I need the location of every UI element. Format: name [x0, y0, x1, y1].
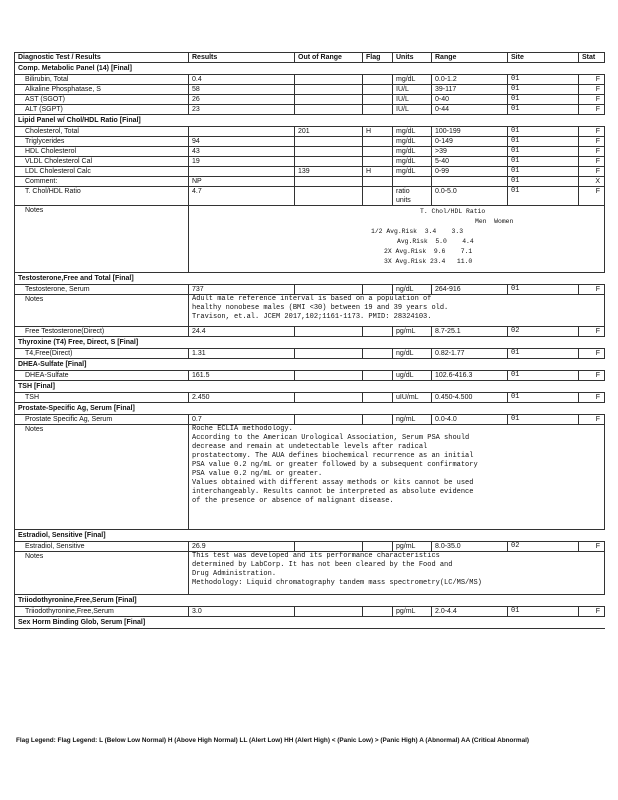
test-name: Alkaline Phosphatase, S [15, 85, 189, 95]
flag-value [363, 371, 393, 381]
range-value: 8.0-35.0 [432, 542, 508, 552]
flag-value [363, 147, 393, 157]
note-line: Drug Administration. [192, 570, 277, 578]
header-out-of-range: Out of Range [295, 53, 363, 63]
section-row [15, 273, 605, 285]
note-line: Values obtained with different assay methods or kits cannot be used [192, 479, 474, 487]
flag-legend: Flag Legend: Flag Legend: L (Below Low Normal) H (Above High Normal) LL (Alert Low) HH (Alert High) < (Panic Low) > (Panic High) A (Abnormal) AA (Critical Abnormal) [16, 737, 530, 744]
table-row [15, 157, 605, 167]
status-value: F [579, 371, 605, 381]
out-of-range-value [295, 177, 363, 187]
result-value: 26 [189, 95, 295, 105]
note-line: prostatectomy. The AUA defines biochemical recurrence as an initial [192, 452, 474, 460]
range-value: 0.0-5.0 [432, 187, 508, 206]
result-value: 161.5 [189, 371, 295, 381]
range-value: 0.82-1.77 [432, 349, 508, 359]
units-value: IU/L [393, 105, 432, 115]
notes-row [15, 425, 605, 530]
note-line: Roche ECLIA methodology. [192, 425, 293, 433]
section-title-shbg: Sex Horm Binding Glob, Serum [Final] [15, 617, 605, 629]
range-value: 0.0-4.0 [432, 415, 508, 425]
table-row [15, 177, 605, 187]
range-value: 102.6-416.3 [432, 371, 508, 381]
site-value: 01 [508, 137, 579, 147]
test-name: DHEA-Sulfate [15, 371, 189, 381]
result-value: 23 [189, 105, 295, 115]
units-value: ng/mL [393, 415, 432, 425]
note-line: Methodology: Liquid chromatography tandem mass spectrometry(LC/MS/MS) [192, 579, 482, 587]
note-line: Adult male reference interval is based on a population of [192, 295, 432, 303]
range-value: 100-199 [432, 127, 508, 137]
table-row [15, 349, 605, 359]
note-line: According to the American Urological Association, Serum PSA should [192, 434, 470, 442]
site-value: 01 [508, 167, 579, 177]
notes-label: Notes [15, 425, 189, 530]
header-flag: Flag [363, 53, 393, 63]
units-value: pg/mL [393, 542, 432, 552]
units-value: mg/dL [393, 147, 432, 157]
test-name: Free Testosterone(Direct) [15, 327, 189, 337]
flag-value [363, 85, 393, 95]
site-value: 01 [508, 105, 579, 115]
site-value: 01 [508, 127, 579, 137]
flag-value [363, 187, 393, 206]
status-value: F [579, 327, 605, 337]
notes-label: Notes [15, 552, 189, 595]
status-value: F [579, 285, 605, 295]
section-title-dhea: DHEA-Sulfate [Final] [15, 359, 605, 371]
notes-label: Notes [15, 295, 189, 327]
table-row [15, 147, 605, 157]
units-value: ng/dL [393, 285, 432, 295]
note-line: PSA value 0.2 ng/mL or greater. [192, 470, 323, 478]
flag-value [363, 95, 393, 105]
range-value [432, 177, 508, 187]
out-of-range-value [295, 95, 363, 105]
out-of-range-value [295, 371, 363, 381]
flag-value: H [363, 167, 393, 177]
site-value: 01 [508, 177, 579, 187]
flag-value [363, 327, 393, 337]
out-of-range-value [295, 157, 363, 167]
result-value: 2.450 [189, 393, 295, 403]
out-of-range-value [295, 85, 363, 95]
flag-value [363, 349, 393, 359]
table-row [15, 85, 605, 95]
out-of-range-value [295, 607, 363, 617]
flag-value: H [363, 127, 393, 137]
out-of-range-value: 139 [295, 167, 363, 177]
result-value [189, 167, 295, 177]
units-value: uIU/mL [393, 393, 432, 403]
notes-row [15, 552, 605, 595]
units-value: IU/L [393, 85, 432, 95]
status-value: F [579, 349, 605, 359]
result-value: 0.7 [189, 415, 295, 425]
test-name: ALT (SGPT) [15, 105, 189, 115]
flag-value [363, 105, 393, 115]
table-row [15, 95, 605, 105]
range-value: 39-117 [432, 85, 508, 95]
units-value: mg/dL [393, 157, 432, 167]
site-value: 01 [508, 371, 579, 381]
status-value: F [579, 157, 605, 167]
test-name: T. Chol/HDL Ratio [15, 187, 189, 206]
test-name: LDL Cholesterol Calc [15, 167, 189, 177]
range-value: 0-44 [432, 105, 508, 115]
note-line: determined by LabCorp. It has not been cleared by the Food and [192, 561, 453, 569]
section-row [15, 381, 605, 393]
status-value: F [579, 187, 605, 206]
section-title-lipid: Lipid Panel w/ Chol/HDL Ratio [Final] [15, 115, 605, 127]
flag-value [363, 393, 393, 403]
result-value: NP [189, 177, 295, 187]
table-row [15, 167, 605, 177]
table-row [15, 137, 605, 147]
table-row [15, 607, 605, 617]
lab-results-table [14, 52, 605, 629]
table-row [15, 75, 605, 85]
test-name: Prostate Specific Ag, Serum [15, 415, 189, 425]
test-name: Triiodothyronine,Free,Serum [15, 607, 189, 617]
test-name: Testosterone, Serum [15, 285, 189, 295]
out-of-range-value [295, 349, 363, 359]
out-of-range-value [295, 75, 363, 85]
status-value: F [579, 127, 605, 137]
status-value: F [579, 542, 605, 552]
result-value: 43 [189, 147, 295, 157]
out-of-range-value [295, 147, 363, 157]
header-test: Diagnostic Test / Results [15, 53, 189, 63]
table-header-row [15, 53, 605, 63]
site-value: 01 [508, 393, 579, 403]
units-value [393, 177, 432, 187]
section-row [15, 403, 605, 415]
section-row [15, 115, 605, 127]
status-value: F [579, 85, 605, 95]
result-value [189, 127, 295, 137]
site-value: 01 [508, 285, 579, 295]
range-value: 0.450-4.500 [432, 393, 508, 403]
flag-value [363, 285, 393, 295]
result-value: 58 [189, 85, 295, 95]
section-row [15, 595, 605, 607]
header-range: Range [432, 53, 508, 63]
result-value: 4.7 [189, 187, 295, 206]
result-value: 3.0 [189, 607, 295, 617]
site-value: 01 [508, 607, 579, 617]
section-title-t3: Triiodothyronine,Free,Serum [Final] [15, 595, 605, 607]
section-row [15, 617, 605, 629]
status-value: F [579, 415, 605, 425]
out-of-range-value [295, 415, 363, 425]
section-title-psa: Prostate-Specific Ag, Serum [Final] [15, 403, 605, 415]
test-name: VLDL Cholesterol Cal [15, 157, 189, 167]
note-line: decrease and remain at undetectable levels after radical [192, 443, 428, 451]
site-value: 01 [508, 75, 579, 85]
section-title-estradiol: Estradiol, Sensitive [Final] [15, 530, 605, 542]
ratio-note-title: T. Chol/HDL Ratio [420, 208, 486, 215]
flag-value [363, 75, 393, 85]
result-value: 26.9 [189, 542, 295, 552]
flag-value [363, 157, 393, 167]
units-value: ng/dL [393, 349, 432, 359]
test-name: Estradiol, Sensitive [15, 542, 189, 552]
status-value: F [579, 95, 605, 105]
out-of-range-value: 201 [295, 127, 363, 137]
header-results: Results [189, 53, 295, 63]
lipid-notes [189, 206, 605, 273]
range-value: 5-40 [432, 157, 508, 167]
note-line: Travison, et.al. JCEM 2017,102;1161-1173. PMID: 28324103. [192, 313, 432, 321]
test-name: T4,Free(Direct) [15, 349, 189, 359]
out-of-range-value [295, 327, 363, 337]
status-value: F [579, 137, 605, 147]
flag-value [363, 137, 393, 147]
table-row [15, 371, 605, 381]
units-value: mg/dL [393, 75, 432, 85]
section-title-cmp: Comp. Metabolic Panel (14) [Final] [15, 63, 605, 75]
header-stat: Stat [579, 53, 605, 63]
section-title-t4: Thyroxine (T4) Free, Direct, S [Final] [15, 337, 605, 349]
status-value: F [579, 75, 605, 85]
test-name: Comment: [15, 177, 189, 187]
site-value: 01 [508, 415, 579, 425]
site-value: 02 [508, 327, 579, 337]
out-of-range-value [295, 137, 363, 147]
out-of-range-value [295, 105, 363, 115]
units-value: ug/dL [393, 371, 432, 381]
notes-label: Notes [15, 206, 189, 273]
status-value: F [579, 607, 605, 617]
site-value: 01 [508, 349, 579, 359]
range-value: 0-99 [432, 167, 508, 177]
table-row [15, 127, 605, 137]
estradiol-notes [189, 552, 605, 595]
section-row [15, 359, 605, 371]
result-value: 94 [189, 137, 295, 147]
note-line: of the presence or absence of malignant disease. [192, 497, 394, 505]
flag-value [363, 542, 393, 552]
note-line: PSA value 0.2 ng/mL or greater followed by a subsequent confirmatory [192, 461, 478, 469]
section-title-testosterone: Testosterone,Free and Total [Final] [15, 273, 605, 285]
status-value: F [579, 105, 605, 115]
result-value: 737 [189, 285, 295, 295]
status-value: F [579, 393, 605, 403]
site-value: 01 [508, 147, 579, 157]
table-row [15, 105, 605, 115]
table-row [15, 187, 605, 206]
site-value: 01 [508, 187, 579, 206]
out-of-range-value [295, 285, 363, 295]
table-row [15, 542, 605, 552]
note-line: interchangeably. Results cannot be interpreted as absolute evidence [192, 488, 474, 496]
test-name: Triglycerides [15, 137, 189, 147]
units-value: mg/dL [393, 137, 432, 147]
table-row [15, 393, 605, 403]
notes-row [15, 206, 605, 273]
status-value: X [579, 177, 605, 187]
site-value: 01 [508, 85, 579, 95]
header-units: Units [393, 53, 432, 63]
units-value: IU/L [393, 95, 432, 105]
ratio-note-line: 2X Avg.Risk 9.6 7.1 [384, 248, 473, 255]
units-value: mg/dL [393, 167, 432, 177]
table-row [15, 327, 605, 337]
range-value: 0-149 [432, 137, 508, 147]
range-value: 2.0-4.4 [432, 607, 508, 617]
psa-notes [189, 425, 605, 530]
result-value: 24.4 [189, 327, 295, 337]
test-name: TSH [15, 393, 189, 403]
test-name: Bilirubin, Total [15, 75, 189, 85]
header-site: Site [508, 53, 579, 63]
test-name: HDL Cholesterol [15, 147, 189, 157]
result-value: 1.31 [189, 349, 295, 359]
out-of-range-value [295, 393, 363, 403]
site-value: 02 [508, 542, 579, 552]
section-row [15, 530, 605, 542]
note-line: healthy nonobese males (BMI <30) between 19 and 39 years old. [192, 304, 449, 312]
range-value: 8.7-25.1 [432, 327, 508, 337]
range-value: 0.0-1.2 [432, 75, 508, 85]
ratio-note-line: 3X Avg.Risk 23.4 11.0 [384, 258, 473, 265]
units-line: units [396, 197, 411, 204]
status-value: F [579, 147, 605, 157]
site-value: 01 [508, 95, 579, 105]
flag-value [363, 177, 393, 187]
result-value: 19 [189, 157, 295, 167]
test-name: AST (SGOT) [15, 95, 189, 105]
ratio-note-line: Men Women [475, 218, 514, 225]
units-value: pg/mL [393, 607, 432, 617]
note-line: This test was developed and its performance characteristics [192, 552, 440, 560]
status-value: F [579, 167, 605, 177]
units-value [393, 187, 432, 206]
testosterone-notes [189, 295, 605, 327]
test-name: Cholesterol, Total [15, 127, 189, 137]
ratio-note-line: Avg.Risk 5.0 4.4 [397, 238, 474, 245]
result-value: 0.4 [189, 75, 295, 85]
section-row [15, 63, 605, 75]
lab-report-page [14, 52, 604, 629]
units-value: pg/mL [393, 327, 432, 337]
range-value: 0-40 [432, 95, 508, 105]
range-value: >39 [432, 147, 508, 157]
range-value: 264-916 [432, 285, 508, 295]
flag-value [363, 607, 393, 617]
units-value: mg/dL [393, 127, 432, 137]
section-row [15, 337, 605, 349]
notes-row [15, 295, 605, 327]
site-value: 01 [508, 157, 579, 167]
out-of-range-value [295, 542, 363, 552]
table-row [15, 415, 605, 425]
units-line: ratio [396, 188, 410, 195]
table-row [15, 285, 605, 295]
ratio-note-line: 1/2 Avg.Risk 3.4 3.3 [371, 228, 464, 235]
section-title-tsh: TSH [Final] [15, 381, 605, 393]
flag-value [363, 415, 393, 425]
out-of-range-value [295, 187, 363, 206]
